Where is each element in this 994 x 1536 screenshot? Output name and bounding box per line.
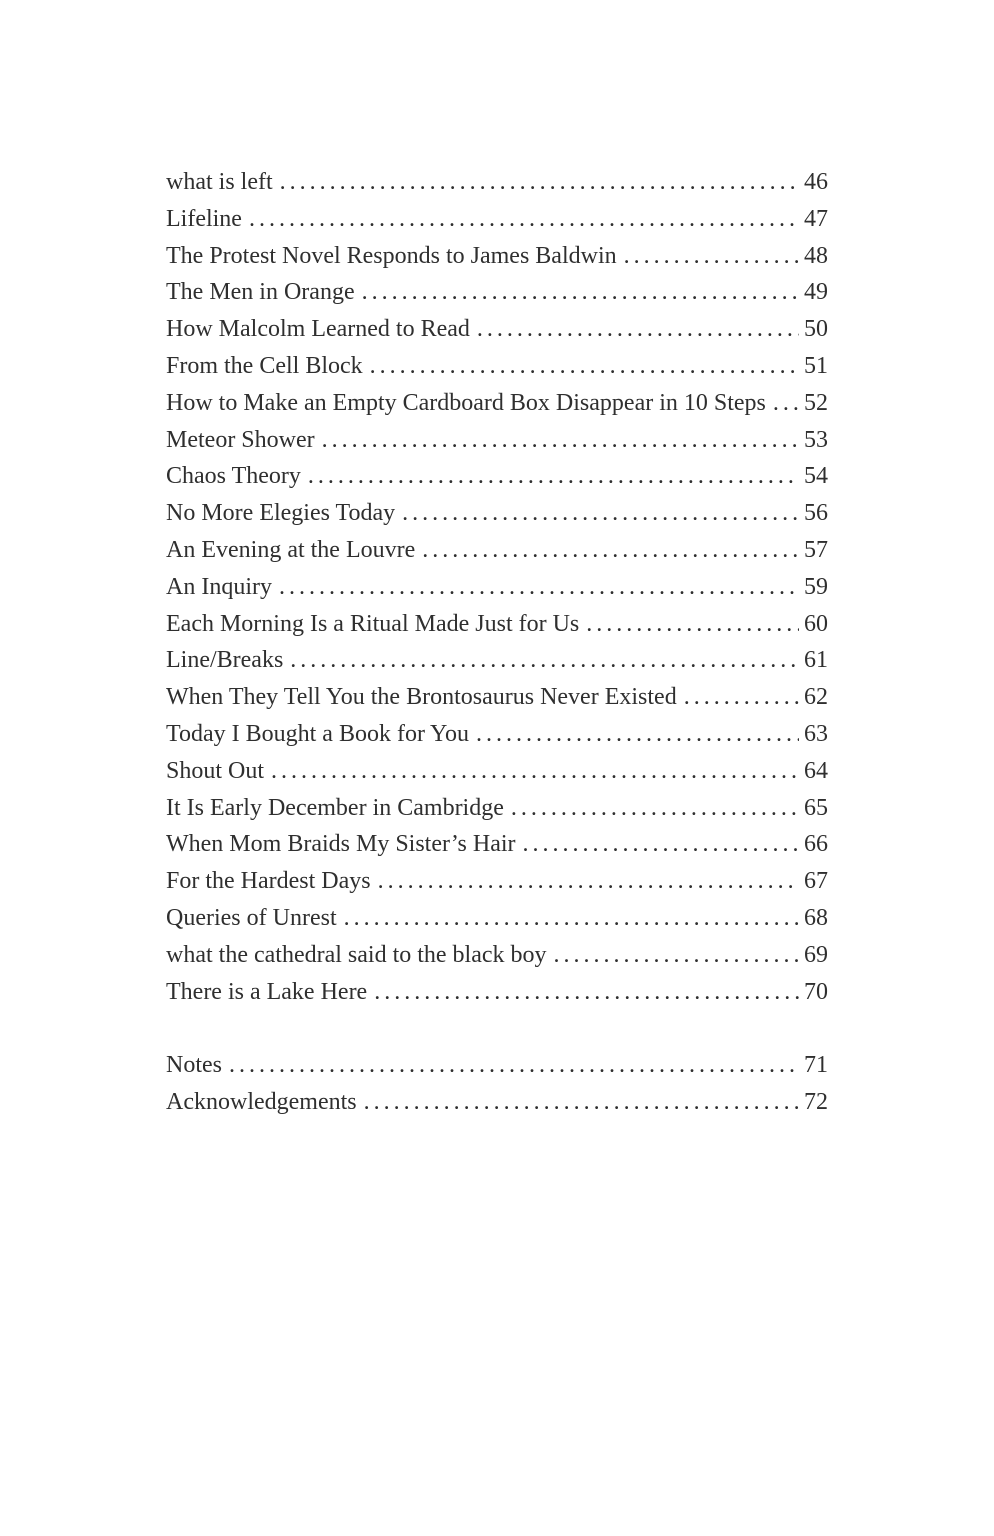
- toc-dot-leader: [684, 679, 799, 716]
- toc-entry-title: Meteor Shower: [166, 426, 315, 453]
- toc-entry-title: No More Elegies Today: [166, 500, 396, 527]
- toc-entry-title: Today I Bought a Book for You: [166, 720, 469, 747]
- toc-entry: [166, 532, 828, 569]
- toc-entry-page: 70: [804, 978, 828, 1005]
- toc-entry-page: 46: [804, 169, 828, 195]
- toc-entry-page: 56: [804, 500, 828, 527]
- toc-dot-leader: [280, 164, 799, 201]
- toc-entry-title: The Men in Orange: [166, 279, 355, 306]
- toc-dot-leader: [773, 385, 799, 422]
- toc-entry: [166, 274, 828, 311]
- toc-entry: [166, 458, 828, 495]
- toc-entry: [166, 164, 828, 201]
- toc-entry-title: Shout Out: [166, 757, 265, 784]
- toc-entry: [166, 201, 828, 238]
- toc-entry-page: 47: [804, 205, 828, 232]
- toc-dot-leader: [374, 974, 799, 1011]
- toc-entry: [166, 679, 828, 716]
- toc-entry-page: 63: [804, 720, 828, 747]
- toc-dot-leader: [624, 238, 799, 275]
- toc-dot-leader: [554, 937, 799, 974]
- toc-dot-leader: [477, 311, 799, 348]
- toc-entry-page: 64: [804, 757, 828, 784]
- toc-entry-title: Notes: [166, 1052, 222, 1079]
- toc-entry: [166, 238, 828, 275]
- toc-entry-title: Each Morning Is a Ritual Made Just for Us: [166, 610, 580, 637]
- toc-dot-leader: [523, 826, 799, 863]
- toc-dot-leader: [362, 274, 799, 311]
- toc-entry-title: For the Hardest Days: [166, 868, 371, 895]
- toc-entry-page: 68: [804, 904, 828, 931]
- toc-entry: [166, 863, 828, 900]
- toc-entry-page: 53: [804, 426, 828, 453]
- toc-dot-leader: [271, 753, 799, 790]
- toc-entry-page: 69: [804, 941, 828, 968]
- toc-entry: [166, 753, 828, 790]
- toc-entry: [166, 495, 828, 532]
- toc-entry-title: Acknowledgements: [166, 1089, 357, 1116]
- toc-entry: [166, 311, 828, 348]
- toc-entry-title: Queries of Unrest: [166, 904, 337, 931]
- toc-entry-page: 66: [804, 831, 828, 858]
- toc-entry: [166, 1047, 828, 1084]
- toc-entry-title: When Mom Braids My Sister’s Hair: [166, 831, 516, 858]
- toc-entry-page: 71: [804, 1052, 828, 1079]
- toc-entry-title: what is left: [166, 169, 273, 195]
- toc-entry: [166, 790, 828, 827]
- toc-entry: [166, 826, 828, 863]
- toc-entry-page: 57: [804, 536, 828, 563]
- toc-entry-page: 48: [804, 242, 828, 269]
- toc-entry-page: 49: [804, 279, 828, 306]
- toc-entry-title: The Protest Novel Responds to James Baldwin: [166, 242, 617, 269]
- toc-dot-leader: [402, 495, 799, 532]
- toc-dot-leader: [511, 790, 799, 827]
- toc-dot-leader: [279, 569, 799, 606]
- toc-entry-page: 62: [804, 684, 828, 711]
- toc-entry: [166, 974, 828, 1011]
- toc-entry-page: 50: [804, 316, 828, 343]
- toc-entry-title: There is a Lake Here: [166, 978, 368, 1005]
- toc-dot-leader: [586, 606, 799, 643]
- toc-entry: [166, 606, 828, 643]
- toc-entry-page: 51: [804, 352, 828, 379]
- toc-entry-title: An Evening at the Louvre: [166, 536, 416, 563]
- toc-entry-title: How to Make an Empty Cardboard Box Disappear in 10 Steps: [166, 389, 766, 416]
- toc-entry: [166, 716, 828, 753]
- toc-dot-leader: [290, 642, 799, 679]
- toc-entry-page: 52: [804, 389, 828, 416]
- toc-dot-leader: [229, 1047, 799, 1084]
- toc-entry-page: 67: [804, 868, 828, 895]
- toc-dot-leader: [322, 422, 799, 459]
- toc-entry-title: what the cathedral said to the black boy: [166, 941, 547, 968]
- toc-dot-leader: [378, 863, 799, 900]
- toc-dot-leader: [344, 900, 799, 937]
- toc-dot-leader: [476, 716, 799, 753]
- toc-dot-leader: [364, 1084, 799, 1121]
- toc-entry-title: From the Cell Block: [166, 352, 363, 379]
- toc-entry-title: Line/Breaks: [166, 647, 284, 674]
- toc-entry-title: Lifeline: [166, 205, 242, 232]
- toc-back-matter-list: [166, 1047, 828, 1121]
- toc-dot-leader: [308, 458, 799, 495]
- toc-entry: [166, 422, 828, 459]
- toc-entry-page: 72: [804, 1089, 828, 1116]
- toc-entry-page: 65: [804, 794, 828, 821]
- toc-dot-leader: [422, 532, 799, 569]
- toc-entry-title: An Inquiry: [166, 573, 272, 600]
- toc-entry-title: When They Tell You the Brontosaurus Never Existed: [166, 684, 677, 711]
- toc-entry-page: 54: [804, 463, 828, 490]
- toc-entry: [166, 569, 828, 606]
- toc-entry: [166, 642, 828, 679]
- toc-entry-page: 61: [804, 647, 828, 674]
- toc-dot-leader: [370, 348, 799, 385]
- toc-entry: [166, 1084, 828, 1121]
- toc-entry: [166, 348, 828, 385]
- toc-main-list: [166, 164, 828, 1010]
- toc-entry-page: 59: [804, 573, 828, 600]
- toc-entry-title: Chaos Theory: [166, 463, 301, 490]
- toc-entry-title: How Malcolm Learned to Read: [166, 316, 470, 343]
- toc-entry-title: It Is Early December in Cambridge: [166, 794, 504, 821]
- toc-entry: [166, 937, 828, 974]
- toc-entry-page: 60: [804, 610, 828, 637]
- toc-entry: [166, 385, 828, 422]
- toc-entry: [166, 900, 828, 937]
- toc-dot-leader: [249, 201, 799, 238]
